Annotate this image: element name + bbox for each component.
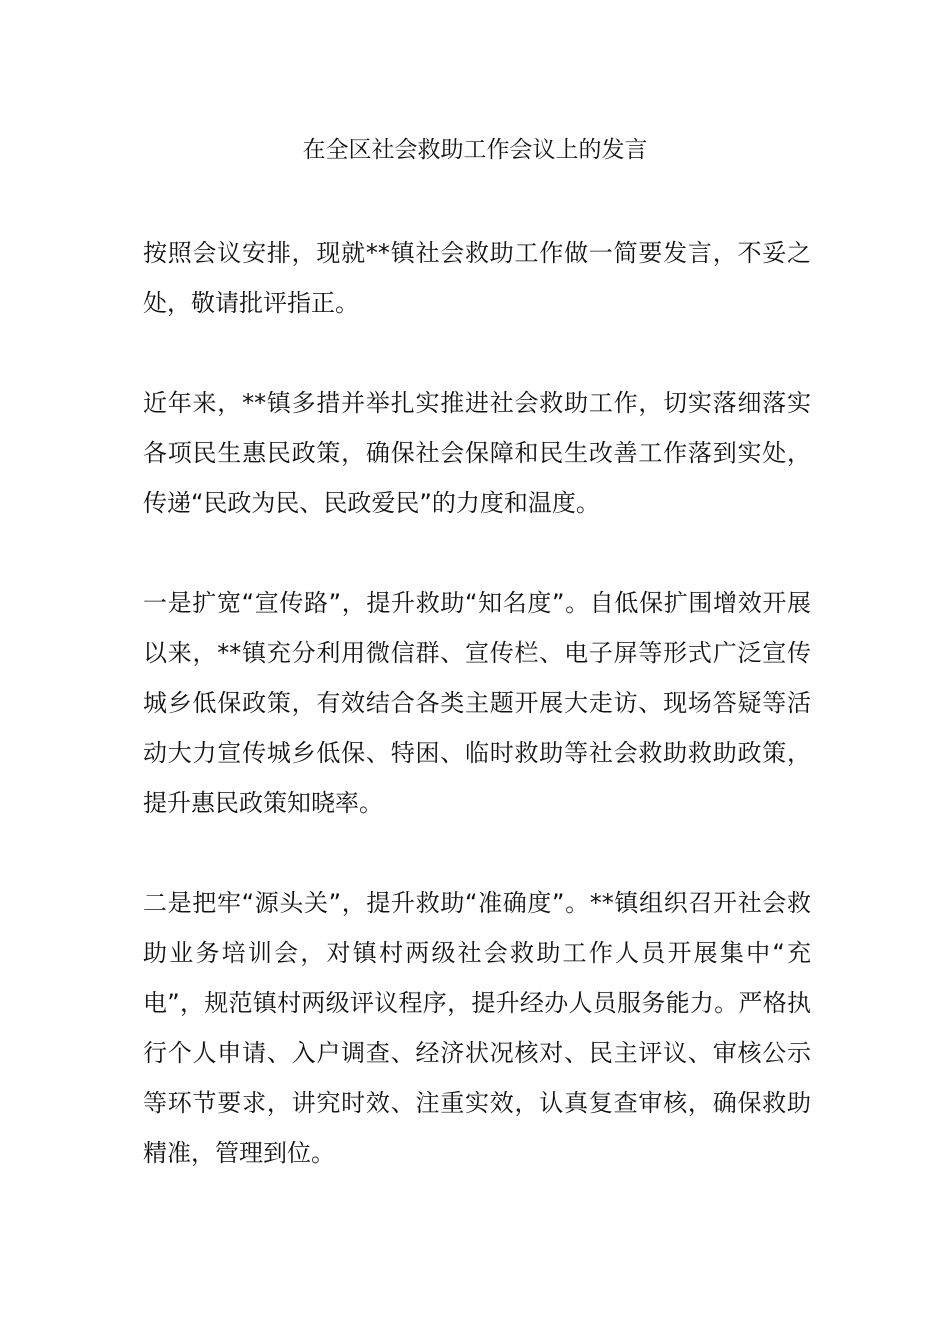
paragraph-intro: 按照会议安排，现就**镇社会救助工作做一简要发言，不妥之处，敬请批评指正。 bbox=[143, 239, 811, 317]
document-title: 在全区社会救助工作会议上的发言 bbox=[302, 137, 648, 163]
paragraph-overview: 近年来，**镇多措并举扎实推进社会救助工作，切实落细落实各项民生惠民政策，确保社会保障和民生改善工作落到实处，传递“民政为民、民政爱民”的力度和温度。 bbox=[143, 389, 811, 517]
document-body bbox=[143, 228, 811, 1228]
paragraph-point-one: 一是扩宽“宣传路”，提升救助“知名度”。自低保扩围增效开展以来，**镇充分利用微信群、宣传栏、电子屏等形式广泛宣传城乡低保政策，有效结合各类主题开展大走访、现场答疑等活动大力宣传城乡低保、特困、临时救助等社会救助救助政策，提升惠民政策知晓率。 bbox=[143, 589, 811, 817]
paragraph-point-two: 二是把牢“源头关”，提升救助“准确度”。**镇组织召开社会救助业务培训会，对镇村两级社会救助工作人员开展集中“充电”，规范镇村两级评议程序，提升经办人员服务能力。严格执行个人申请、入户调查、经济状况核对、民主评议、审核公示等环节要求，讲究时效、注重实效，认真复查审核，确保救助精准，管理到位。 bbox=[143, 889, 811, 1167]
